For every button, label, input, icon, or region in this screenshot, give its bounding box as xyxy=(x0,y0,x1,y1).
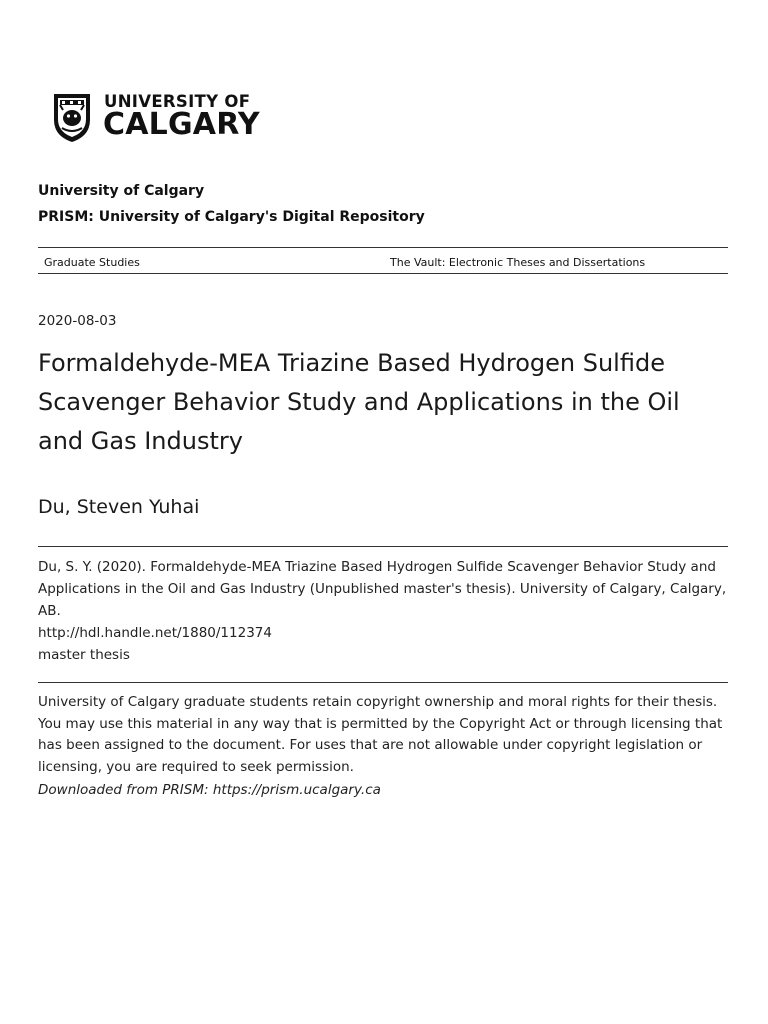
divider xyxy=(38,546,728,547)
document-title: Formaldehyde-MEA Triazine Based Hydrogen Sulfide Scavenger Behavior Study and Applications in the Oil and Gas Industry xyxy=(38,349,680,455)
prism-link[interactable]: https://prism.ucalgary.ca xyxy=(212,782,381,798)
collection-the-vault[interactable]: The Vault: Electronic Theses and Dissertations xyxy=(390,256,646,269)
document-type: master thesis xyxy=(38,647,130,663)
logo-line-2: CALGARY xyxy=(103,107,260,142)
crest-icon xyxy=(50,90,94,144)
download-source xyxy=(38,782,381,798)
citation-block xyxy=(38,556,728,666)
logo-line-1: UNIVERSITY OF xyxy=(104,92,251,111)
repository-name: PRISM: University of Calgary's Digital Repository xyxy=(38,209,425,225)
divider xyxy=(38,273,728,274)
university-logo xyxy=(38,70,276,168)
divider xyxy=(38,247,728,248)
handle-link[interactable]: http://hdl.handle.net/1880/112374 xyxy=(38,625,272,641)
rights-statement: University of Calgary graduate students retain copyright ownership and moral rights for their thesis. You may use this material in any way that is permitted by the Copyright Act or through licensing that has been assigned to the document. For uses that are not allowable under copyright legislation or licensing, you are required to seek permission. xyxy=(38,694,723,775)
author-name[interactable]: Du, Steven Yuhai xyxy=(38,496,200,518)
collection-graduate-studies[interactable]: Graduate Studies xyxy=(44,256,140,269)
citation-text: Du, S. Y. (2020). Formaldehyde-MEA Triazine Based Hydrogen Sulfide Scavenger Behavior Study and Applications in the Oil and Gas Industry (Unpublished master's thesis). University of Calgary, Calgary, AB. xyxy=(38,559,727,619)
institution-name: University of Calgary xyxy=(38,183,205,199)
divider xyxy=(38,682,728,683)
publication-date: 2020-08-03 xyxy=(38,313,117,329)
download-prefix: Downloaded from PRISM: xyxy=(38,782,213,798)
